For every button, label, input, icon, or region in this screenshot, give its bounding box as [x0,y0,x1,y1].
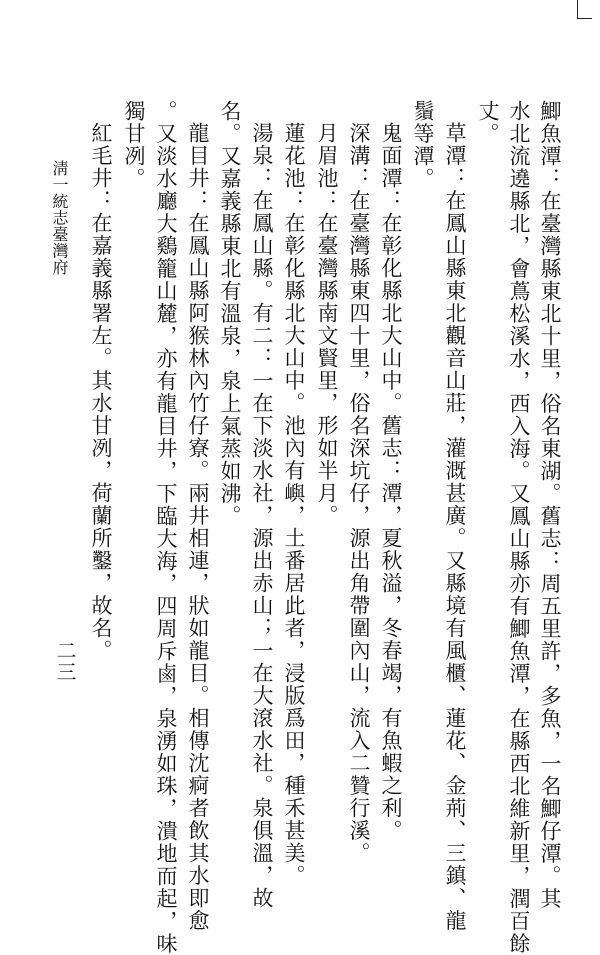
text-page [45,100,562,955]
text-line-1: 鯽魚潭：在臺灣縣東北十里，俗名東湖。舊志：周五里許，多魚，一名鯽仔潭。其 [538,100,562,910]
text-line-11: 名。又嘉義縣東北有溫泉，泉上氣蒸如沸。 [218,100,242,528]
page-number: 二三 [53,640,77,683]
text-line-13: 。又淡水廳大鷄籠山麓，亦有龍目井，下臨大海，四周斥鹵，泉湧如珠，潰地而起，味 [154,100,178,955]
page-corner-mark [577,0,592,19]
running-head: 淸一統志臺灣府 [50,160,69,276]
text-line-6: 鬼面潭：在彰化縣北大山中。舊志：潭，夏秋溢，冬春竭，有魚蝦之利。 [379,122,403,842]
text-line-9: 蓮花池：在彰化縣北大山中。池內有嶼，土番居此者，浸版爲田，種禾甚美。 [282,122,306,887]
text-line-5: 鬚等潭。 [411,100,435,190]
text-line-10: 湯泉：在鳳山縣。有二：一在下淡水社，源出赤山；一在大滾水社。泉俱溫，故 [250,122,274,910]
text-line-8: 月眉池：在臺灣縣南文賢里，形如半月。 [315,122,339,527]
text-line-3: 丈。 [476,100,500,145]
text-line-7: 深溝：在臺灣縣東四十里，俗名深坑仔，源出角帶圍內山，流入二贊行溪。 [347,122,371,865]
text-line-4: 草潭：在鳳山縣東北觀音山莊，灌溉甚廣。又縣境有風櫃、蓮花、金荊、三鎮、龍 [443,122,467,932]
text-line-12: 龍目井：在鳳山縣阿猴林內竹仔寮。兩井相連，狀如龍目。相傳沈痾者飲其水即愈 [186,122,210,932]
text-line-2: 水北流遶縣北，會蔦松溪水，西入海。又鳳山縣亦有鯽魚潭，在縣西北維新里，潤百餘 [507,100,531,955]
text-line-14: 獨甘冽。 [122,100,146,190]
text-line-15: 紅毛井：在嘉義縣署左。其水甘冽，荷蘭所鑿，故名。 [89,122,113,662]
